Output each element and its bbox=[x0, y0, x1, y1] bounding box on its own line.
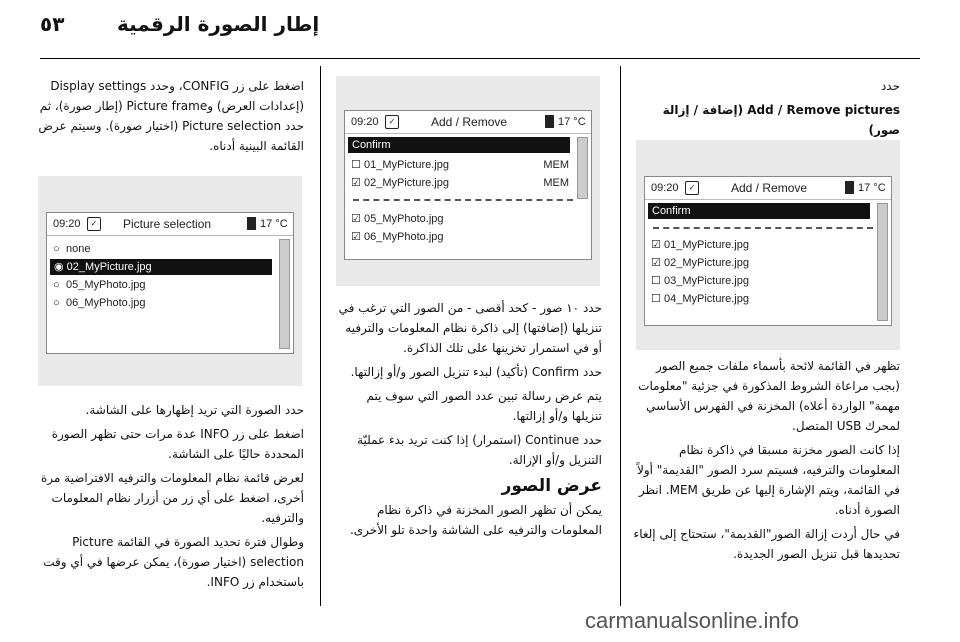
file-name: 03_MyPicture.jpg bbox=[664, 275, 749, 287]
list-item[interactable] bbox=[651, 255, 749, 271]
file-name: 05_MyPhoto.jpg bbox=[66, 279, 146, 291]
checkbox-unchecked-icon: ☐ bbox=[651, 293, 661, 305]
screenshot-add-remove-right bbox=[636, 140, 900, 350]
paragraph: تظهر في القائمة لائحة بأسماء ملفات جميع الصور (بجب مراعاة الشروط المذكورة في جزئية "معلومات مهمة" الواردة أعلاه) المخزنة في الفهرس الأساسي لمحرك USB المتصل. bbox=[638, 359, 900, 433]
column-divider-left bbox=[320, 66, 321, 606]
separator bbox=[353, 199, 573, 201]
checkbox-unchecked-icon: ☐ bbox=[351, 159, 361, 171]
file-name: 01_MyPicture.jpg bbox=[364, 159, 449, 171]
checkbox-unchecked-icon: ☐ bbox=[651, 275, 661, 287]
clock-icon: ✓ bbox=[385, 115, 399, 129]
list-item[interactable] bbox=[651, 273, 749, 289]
screenshot-add-remove-mid bbox=[336, 76, 600, 286]
confirm-button[interactable] bbox=[348, 137, 570, 153]
column-right-body bbox=[632, 356, 900, 568]
phone-icon bbox=[247, 217, 256, 230]
text-select: حدد bbox=[880, 79, 900, 93]
clock-icon: ✓ bbox=[87, 217, 101, 231]
list-item[interactable] bbox=[351, 211, 444, 227]
status-bar bbox=[645, 177, 891, 200]
checkbox-checked-icon: ☑ bbox=[351, 177, 361, 189]
paragraph: في حال أردت إزالة الصور"القديمة"، ستحتاج إلى إلغاء تحديدها قبل تنزيل الصور الجديدة. bbox=[633, 527, 900, 561]
paragraph: لعرض قائمة نظام المعلومات والترفيه الافتراضية مرة أخرى، اضغط على أي زر من أزرار نظام المعلومات والترفيه. bbox=[41, 471, 304, 525]
column-left-body bbox=[36, 400, 304, 596]
clock-time: 09:20 bbox=[53, 218, 81, 230]
status-bar bbox=[345, 111, 591, 134]
checkbox-checked-icon: ☑ bbox=[651, 239, 661, 251]
screen-add-remove bbox=[344, 110, 592, 260]
paragraph: وطوال فترة تحديد الصورة في القائمة Picture selection (اختيار صورة)، يمكن عرضها في أي وقت باستخدام زر INFO. bbox=[43, 535, 304, 589]
file-name: 06_MyPhoto.jpg bbox=[66, 297, 146, 309]
phone-icon bbox=[545, 115, 554, 128]
file-name: none bbox=[66, 243, 91, 255]
list-item[interactable] bbox=[53, 241, 90, 257]
column-middle-body bbox=[334, 298, 602, 544]
page-title: إطار الصورة الرقمية bbox=[117, 12, 320, 36]
header-rule bbox=[40, 58, 920, 59]
scrollbar[interactable] bbox=[577, 137, 588, 199]
text-add-remove: Add / Remove pictures (إضافة / إزالة صور) bbox=[662, 103, 900, 137]
confirm-label: Confirm bbox=[652, 205, 691, 217]
confirm-button[interactable] bbox=[648, 203, 870, 219]
file-name: 02_MyPicture.jpg bbox=[364, 177, 449, 189]
watermark: carmanualsonline.info bbox=[585, 608, 800, 633]
list-item[interactable] bbox=[351, 157, 569, 173]
temperature: 17 °C bbox=[558, 116, 586, 128]
screenshot-picture-selection bbox=[38, 176, 302, 386]
radio-selected-icon: ◉ bbox=[54, 261, 64, 273]
clock-time: 09:20 bbox=[351, 116, 379, 128]
screen-title: Add / Remove bbox=[731, 181, 808, 195]
mem-label: MEM bbox=[543, 177, 569, 189]
screen-picture-selection bbox=[46, 212, 294, 354]
page-header bbox=[0, 0, 960, 58]
screen-title: Add / Remove bbox=[431, 115, 508, 129]
checkbox-checked-icon: ☑ bbox=[351, 231, 361, 243]
file-name: 01_MyPicture.jpg bbox=[664, 239, 749, 251]
radio-icon: ○ bbox=[53, 243, 60, 255]
checkbox-checked-icon: ☑ bbox=[651, 257, 661, 269]
list-item[interactable] bbox=[351, 229, 444, 245]
page-number: ٥٣ bbox=[40, 12, 65, 36]
checkbox-checked-icon: ☑ bbox=[351, 213, 361, 225]
paragraph: حدد ١٠ صور - كحد أقصى - من الصور التي ترغب في تنزيلها (إضافتها) إلى ذاكرة نظام المعلومات والترفيه أو في استمرار تخزينها على تلك الذاكرة. bbox=[338, 301, 602, 355]
paragraph: يتم عرض رسالة تبين عدد الصور التي سوف يتم تنزيلها و/أو إزالتها. bbox=[366, 389, 602, 423]
column-left bbox=[36, 76, 304, 160]
list-item[interactable] bbox=[351, 175, 569, 191]
list-item[interactable] bbox=[53, 277, 146, 293]
screen-add-remove bbox=[644, 176, 892, 326]
clock-time: 09:20 bbox=[651, 182, 679, 194]
section-heading: عرض الصور bbox=[501, 476, 602, 496]
paragraph: اضغط على زر CONFIG، وحدد Display settings (إعدادات العرض) وPicture frame (إطار صورة)، ثم حدد Picture selection (اختيار صورة). وسيتم عرض القائمة البينية أدناه. bbox=[38, 79, 304, 153]
file-name: 02_MyPicture.jpg bbox=[664, 257, 749, 269]
temperature: 17 °C bbox=[858, 182, 886, 194]
file-name: 06_MyPhoto.jpg bbox=[364, 231, 444, 243]
scrollbar[interactable] bbox=[279, 239, 290, 349]
radio-icon: ○ bbox=[53, 297, 60, 309]
file-name: 04_MyPicture.jpg bbox=[664, 293, 749, 305]
paragraph: حدد Confirm (تأكيد) لبدء تنزيل الصور و/أو إزالتها. bbox=[350, 365, 602, 379]
paragraph: حدد الصورة التي تريد إظهارها على الشاشة. bbox=[85, 403, 304, 417]
paragraph: إذا كانت الصور مخزنة مسبقا في ذاكرة نظام المعلومات والترفيه، فسيتم سرد الصور "القديمة" أولاً في القائمة، ويتم الإشارة إليها عن طريق MEM. انظر الصورة أدناه. bbox=[636, 443, 900, 517]
confirm-label: Confirm bbox=[352, 139, 391, 151]
paragraph: اضغط على زر INFO عدة مرات حتى تظهر الصورة المحددة حاليًا على الشاشة. bbox=[51, 427, 304, 461]
file-name: 05_MyPhoto.jpg bbox=[364, 213, 444, 225]
list-item[interactable] bbox=[651, 291, 749, 307]
temperature: 17 °C bbox=[260, 218, 288, 230]
list-item[interactable] bbox=[651, 237, 749, 253]
screen-title: Picture selection bbox=[123, 217, 212, 231]
separator bbox=[653, 227, 873, 229]
phone-icon bbox=[845, 181, 854, 194]
clock-icon: ✓ bbox=[685, 181, 699, 195]
status-bar bbox=[47, 213, 293, 236]
paragraph: يمكن أن تظهر الصور المخزنة في ذاكرة نظام المعلومات والترفيه على الشاشة واحدة تلو الأخرى. bbox=[349, 503, 602, 537]
scrollbar[interactable] bbox=[877, 203, 888, 321]
radio-icon: ○ bbox=[53, 279, 60, 291]
list-item-selected[interactable] bbox=[50, 259, 272, 275]
file-name: 02_MyPicture.jpg bbox=[66, 261, 152, 273]
column-divider-right bbox=[620, 66, 621, 606]
list-item[interactable] bbox=[53, 295, 146, 311]
mem-label: MEM bbox=[543, 159, 569, 171]
paragraph: حدد Continue (استمرار) إذا كنت تريد بدء عمليّة التنزيل و/أو الإزالة. bbox=[357, 433, 602, 467]
